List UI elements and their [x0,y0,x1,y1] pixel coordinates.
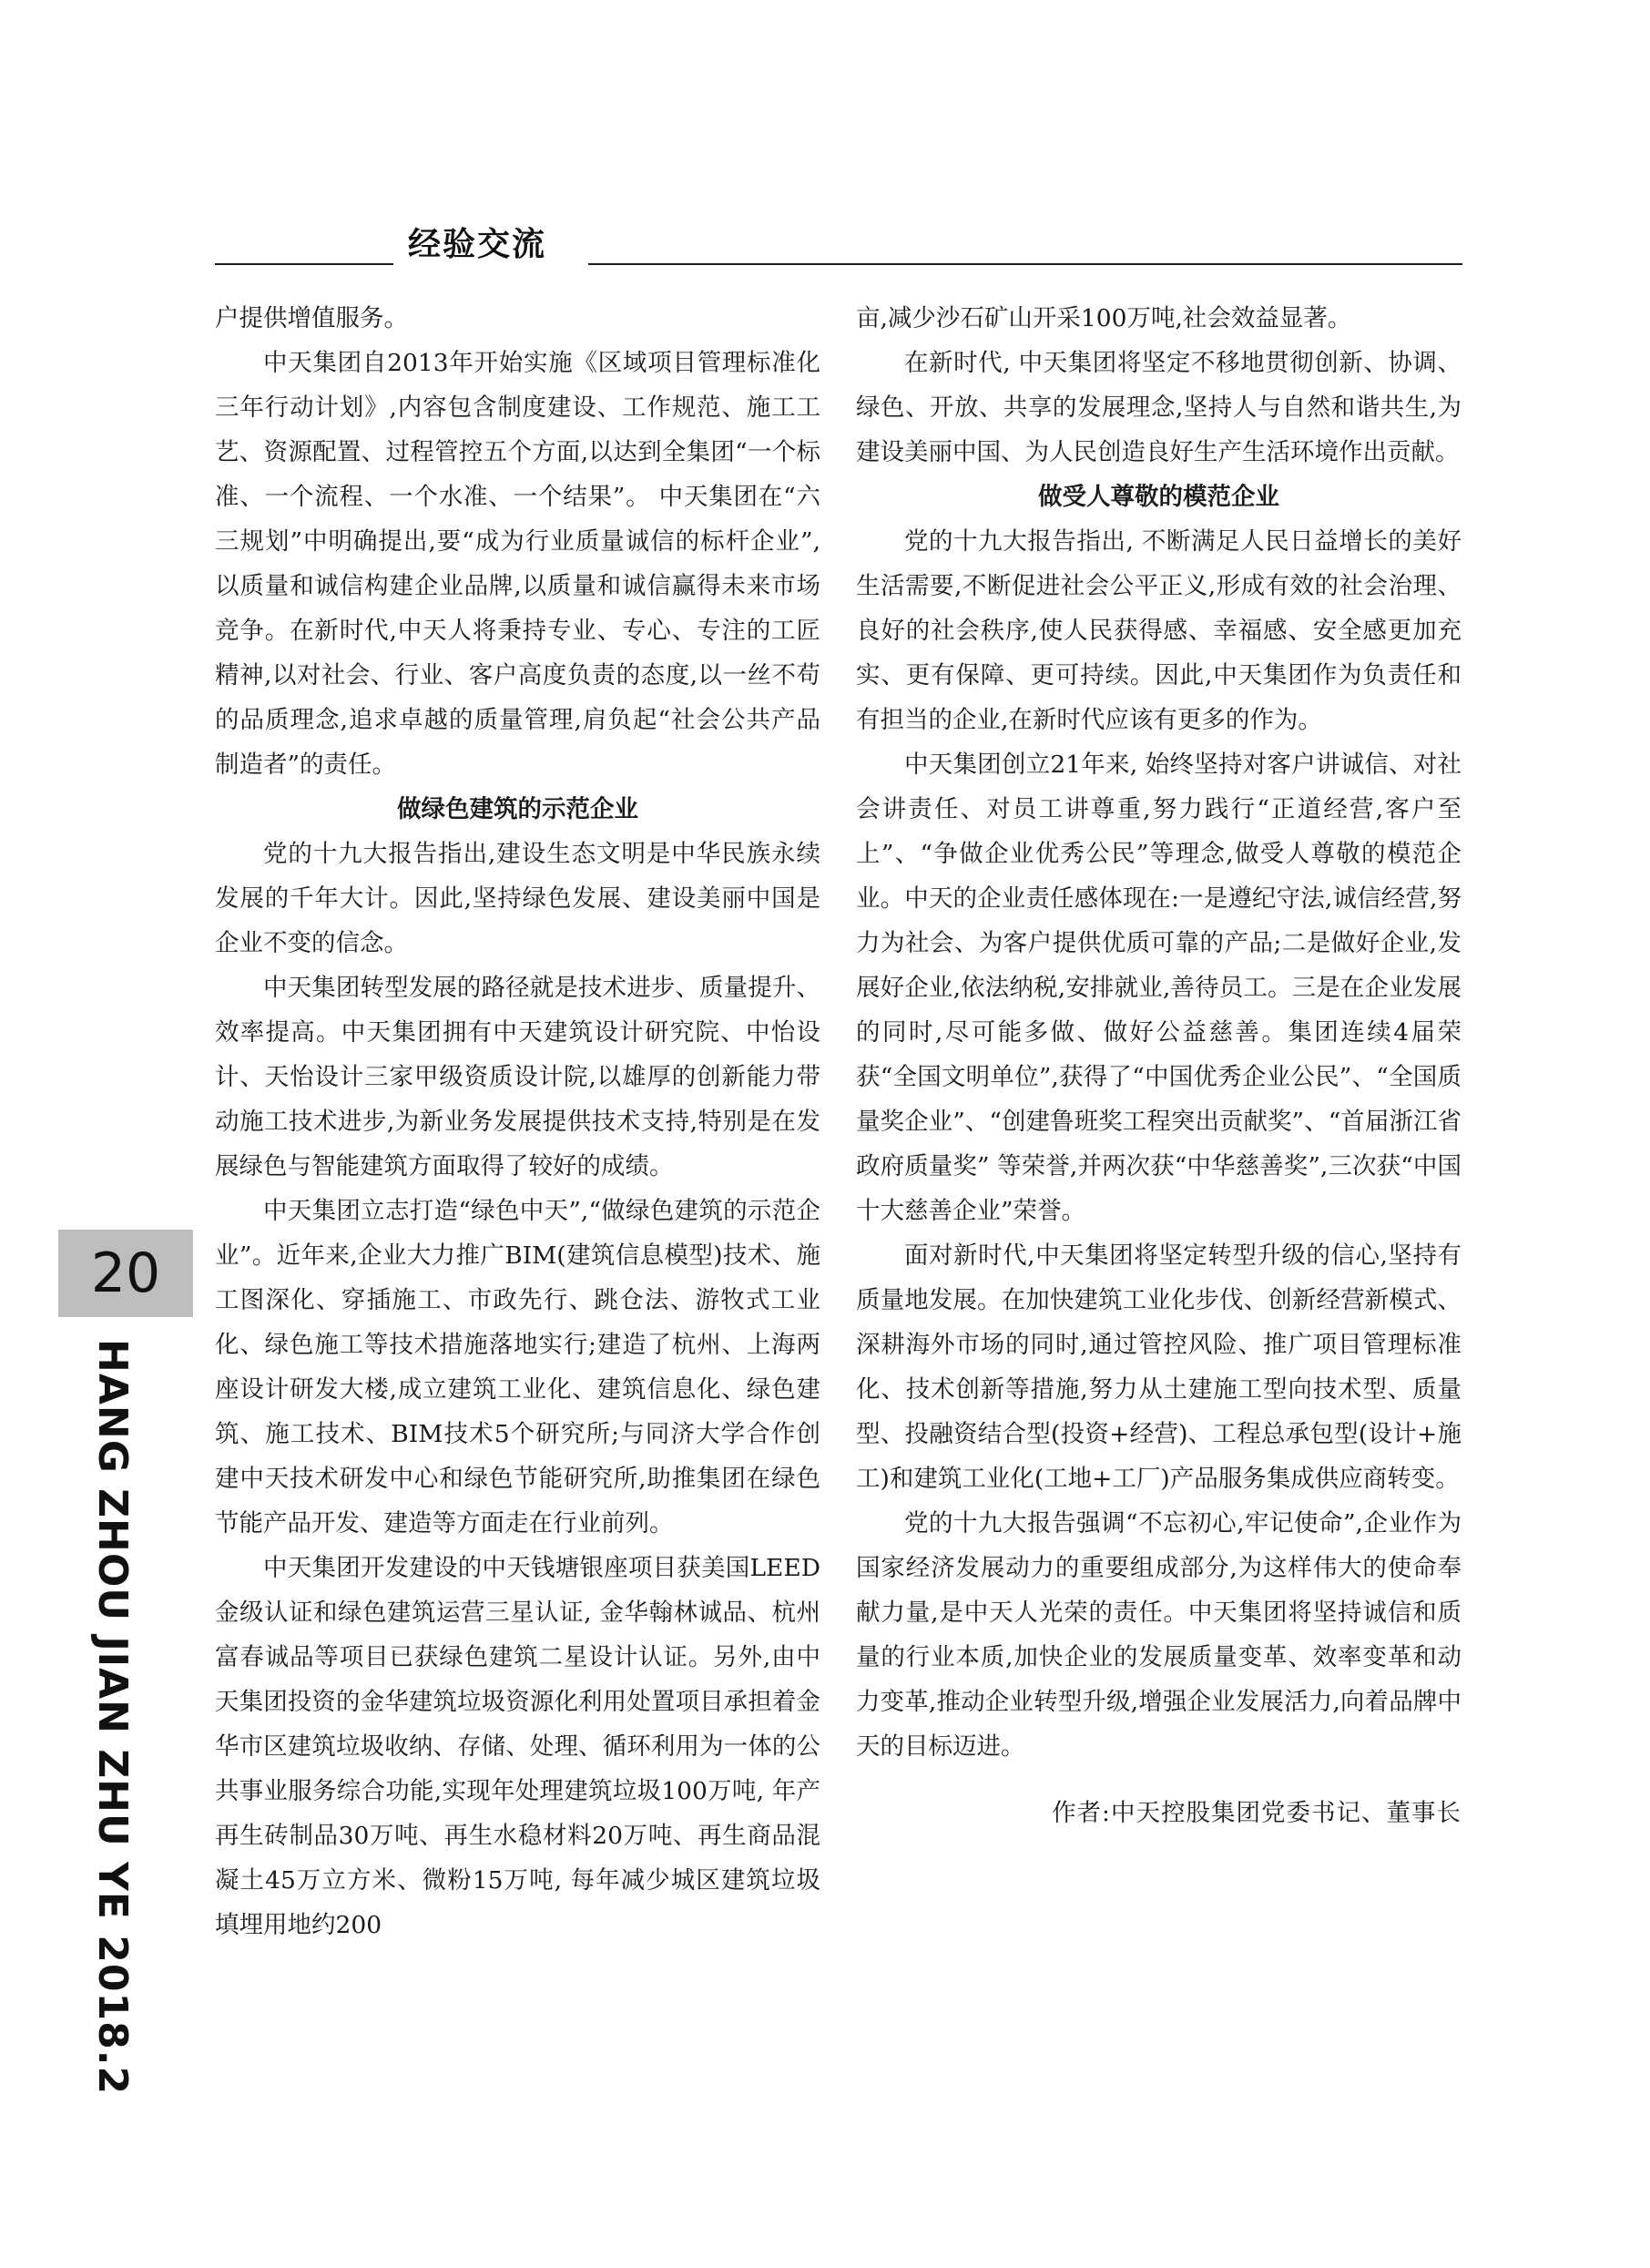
journal-running-title: HANG ZHOU JIAN ZHU YE 2018.2 [89,1339,136,2096]
header-rule-right [588,263,1462,265]
paragraph: 户提供增值服务。 [215,304,408,332]
author-line: 作者:中天控股集团党委书记、董事长 [1052,1799,1462,1827]
section-title: 经验交流 [408,226,547,263]
left-column [215,296,820,1947]
paragraph: 中天集团开发建设的中天钱塘银座项目获美国LEED金级认证和绿色建筑运营三星认证, 金华翰林诚品、杭州富春诚品等项目已获绿色建筑二星设计认证。另外,由中天集团投资的金华建筑垃圾资源化利用处置项目承担着金华市区建筑垃圾收纳、存储、处理、循环利用为一体的公共事业服务综合功能,实现年处理建筑垃圾100万吨, 年产再生砖制品30万吨、再生水稳材料20万吨、再生商品混凝土45万立方米、微粉15万吨, 每年减少城区建筑垃圾填埋用地约200 [215,1554,820,1939]
paragraph: 中天集团转型发展的路径就是技术进步、质量提升、效率提高。中天集团拥有中天建筑设计研究院、中怡设计、天怡设计三家甲级资质设计院,以雄厚的创新能力带动施工技术进步,为新业务发展提供技术支持,特别是在发展绿色与智能建筑方面取得了较好的成绩。 [215,974,820,1180]
right-column [856,296,1462,1835]
section-header [215,222,1462,268]
subheading: 做受人尊敬的模范企业 [1038,483,1279,511]
paragraph: 在新时代, 中天集团将坚定不移地贯彻创新、协调、绿色、开放、共享的发展理念,坚持人与自然和谐共生,为建设美丽中国、为人民创造良好生产生活环境作出贡献。 [856,349,1462,466]
paragraph: 中天集团立志打造“绿色中天”,“做绿色建筑的示范企业”。近年来,企业大力推广BIM(建筑信息模型)技术、施工图深化、穿插施工、市政先行、跳仓法、游牧式工业化、绿色施工等技术措施落地实行;建造了杭州、上海两座设计研发大楼,成立建筑工业化、建筑信息化、绿色建筑、施工技术、BIM技术5个研究所;与同济大学合作创建中天技术研发中心和绿色节能研究所,助推集团在绿色节能产品开发、建造等方面走在行业前列。 [215,1197,820,1538]
paragraph: 党的十九大报告指出, 不断满足人民日益增长的美好生活需要,不断促进社会公平正义,形成有效的社会治理、良好的社会秩序,使人民获得感、幸福感、安全感更加充实、更有保障、更可持续。因此,中天集团作为负责任和有担当的企业,在新时代应该有更多的作为。 [856,527,1462,734]
paragraph: 面对新时代,中天集团将坚定转型升级的信心,坚持有质量地发展。在加快建筑工业化步伐、创新经营新模式、深耕海外市场的同时,通过管控风险、推广项目管理标准化、技术创新等措施,努力从土建施工型向技术型、质量型、投融资结合型(投资+经营)、工程总承包型(设计+施工)和建筑工业化(工地+工厂)产品服务集成供应商转变。 [856,1241,1462,1493]
page-number: 20 [58,1230,193,1317]
paragraph: 中天集团自2013年开始实施《区域项目管理标准化三年行动计划》,内容包含制度建设、工作规范、施工工艺、资源配置、过程管控五个方面,以达到全集团“一个标准、一个流程、一个水准、一个结果”。 中天集团在“六三规划”中明确提出,要“成为行业质量诚信的标杆企业”,以质量和诚信构建企业品牌,以质量和诚信赢得未来市场竞争。在新时代,中天人将秉持专业、专心、专注的工匠精神,以对社会、行业、客户高度负责的态度,以一丝不苟的品质理念,追求卓越的质量管理,肩负起“社会公共产品制造者”的责任。 [215,349,820,779]
paragraph: 中天集团创立21年来, 始终坚持对客户讲诚信、对社会讲责任、对员工讲尊重,努力践行“正道经营,客户至上”、“争做企业优秀公民”等理念,做受人尊敬的模范企业。中天的企业责任感体现在:一是遵纪守法,诚信经营,努力为社会、为客户提供优质可靠的产品;二是做好企业,发展好企业,依法纳税,安排就业,善待员工。三是在企业发展的同时,尽可能多做、做好公益慈善。集团连续4届荣获“全国文明单位”,获得了“中国优秀企业公民”、“全国质量奖企业”、“创建鲁班奖工程突出贡献奖”、“首届浙江省政府质量奖” 等荣誉,并两次获“中华慈善奖”,三次获“中国十大慈善企业”荣誉。 [856,751,1462,1225]
paragraph: 党的十九大报告指出,建设生态文明是中华民族永续发展的千年大计。因此,坚持绿色发展、建设美丽中国是企业不变的信念。 [215,840,820,957]
header-rule-left [215,263,393,265]
subheading: 做绿色建筑的示范企业 [397,795,638,823]
paragraph: 党的十九大报告强调“不忘初心,牢记使命”,企业作为国家经济发展动力的重要组成部分,为这样伟大的使命奉献力量,是中天人光荣的责任。中天集团将坚持诚信和质量的行业本质,加快企业的发展质量变革、效率变革和动力变革,推动企业转型升级,增强企业发展活力,向着品牌中天的目标迈进。 [856,1509,1462,1761]
paragraph: 亩,减少沙石矿山开采100万吨,社会效益显著。 [856,304,1352,332]
